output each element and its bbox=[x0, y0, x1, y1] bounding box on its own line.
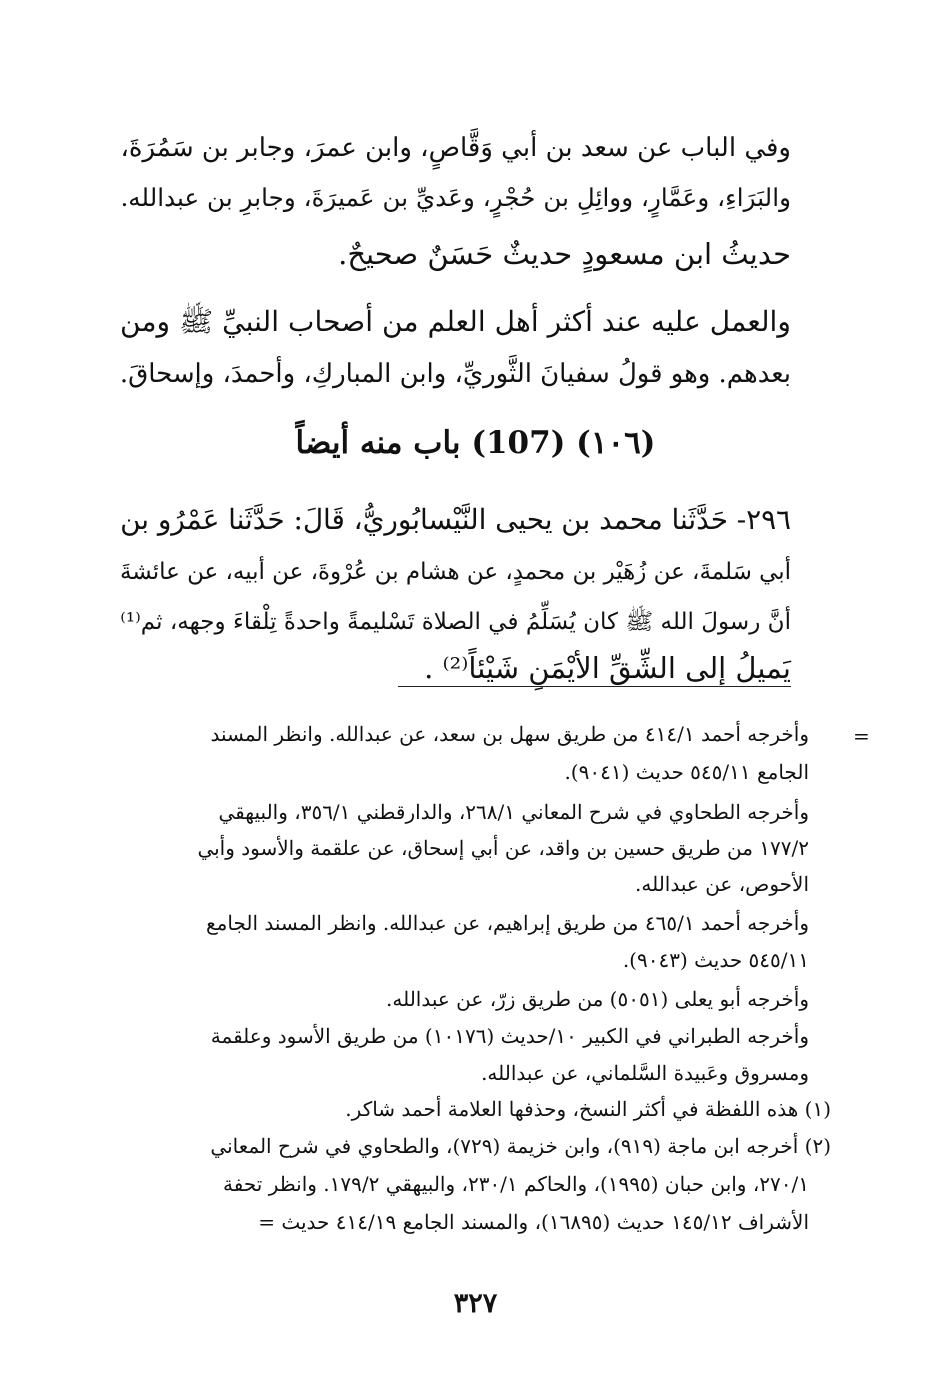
footnote-line-9: وأخرجه الطبراني في الكبير ١٠/حديث (١٠١٧٦) من طريق الأسود وعلقمة bbox=[210, 1024, 809, 1048]
body-line-1: وفي الباب عن سعد بن أبي وَقَّاصٍ، وابن عمرَ، وجابر بن سَمُرَةَ، bbox=[120, 133, 791, 163]
page-number: ٣٢٧ bbox=[453, 1288, 498, 1319]
footnote-line-6: وأخرجه أحمد ٤٦٥/١ من طريق إبراهيم، عن عبدالله. وانظر المسند الجامع bbox=[206, 911, 809, 935]
footnote-2-line-2: ٢٧٠/١، وابن حبان (١٩٩٥)، والحاكم ٢٣٠/١، والبيهقي ١٧٩/٢. وانظر تحفة bbox=[223, 1172, 809, 1196]
hadith-line-3: أنَّ رسولَ الله ﷺ كان يُسَلِّمُ في الصلاة تَسْليمةً واحدةً تِلْقاءَ وجهه، ثم⁽¹⁾ bbox=[120, 609, 791, 635]
footnote-1: (١) هذه اللفظة في أكثر النسخ، وحذفها العلامة أحمد شاكر. bbox=[345, 1097, 831, 1121]
footnote-line-8: وأخرجه أبو يعلى (٥٠٥١) من طريق زرّ، عن عبدالله. bbox=[386, 987, 809, 1011]
footnote-line-3: وأخرجه الطحاوي في شرح المعاني ٢٦٨/١، والدارقطني ٣٥٦/١، والبيهقي bbox=[218, 800, 809, 824]
hadith-line-1: ٢٩٦- حَدَّثَنا محمد بن يحيى النَّيْسابُوريُّ، قَالَ: حَدَّثَنا عَمْرُو بن bbox=[120, 503, 791, 536]
hadith-line-2: أبي سَلمةَ، عن زُهَيْر بن محمدٍ، عن هشام بن عُرْوةَ، عن أبيه، عن عائشةَ bbox=[119, 559, 791, 585]
footnote-continuation-marker: = bbox=[853, 724, 870, 748]
body-line-5: بعدهم. وهو قولُ سفيانَ الثَّوريِّ، وابن المباركِ، وأحمدَ، وإسحاقَ. bbox=[119, 359, 791, 389]
footnote-line-2: الجامع ٥٤٥/١١ حديث (٩٠٤١). bbox=[564, 760, 809, 784]
body-line-3: حديثُ ابن مسعودٍ حديثٌ حَسَنٌ صحيحٌ. bbox=[338, 237, 791, 271]
footnote-2-line-1: (٢) أخرجه ابن ماجة (٩١٩)، وابن خزيمة (٧٢٩)، والطحاوي في شرح المعاني bbox=[210, 1134, 831, 1158]
footnote-line-1: وأخرجه أحمد ٤١٤/١ من طريق سهل بن سعد، عن عبدالله. وانظر المسند bbox=[210, 722, 809, 746]
hadith-line-4: يَميلُ إلى الشِّقِّ الأيْمَنِ شَيْئاً⁽²⁾ . bbox=[424, 651, 791, 685]
body-line-4: والعمل عليه عند أكثر أهل العلم من أصحاب النبيِّ ﷺ ومن bbox=[119, 305, 791, 338]
chapter-heading: (١٠٦) (107) باب منه أيضاً bbox=[295, 425, 656, 461]
footnote-line-7: ٥٤٥/١١ حديث (٩٠٤٣). bbox=[622, 948, 809, 972]
body-line-2: والبَرَاءِ، وعَمَّارٍ، ووائِلِ بن حُجْرٍ، وعَديِّ بن عَميرَةَ، وجابرِ بن عبدالله. bbox=[120, 183, 791, 212]
footnote-line-5: الأحوص، عن عبدالله. bbox=[635, 872, 809, 896]
footnote-line-4: ١٧٧/٢ من طريق حسين بن واقد، عن أبي إسحاق، عن علقمة والأسود وأبي bbox=[197, 836, 809, 860]
footnote-line-10: ومسروق وعَبيدة السَّلماني، عن عبدالله. bbox=[481, 1061, 809, 1085]
footnote-2-line-3: الأشراف ١٤٥/١٢ حديث (١٦٨٩٥)، والمسند الجامع ٤١٤/١٩ حديث = bbox=[258, 1210, 809, 1234]
footnote-separator bbox=[398, 686, 791, 687]
